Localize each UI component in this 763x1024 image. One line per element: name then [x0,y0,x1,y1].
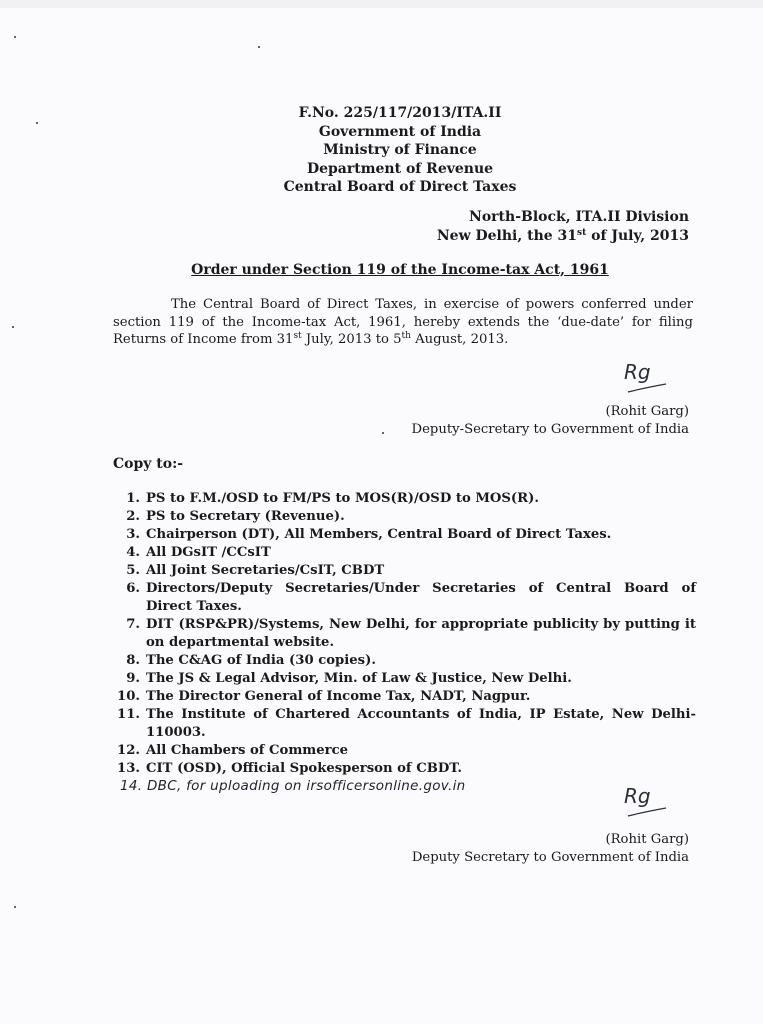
copy-item-text: PS to Secretary (Revenue). [146,509,345,524]
copy-list-item [112,616,696,652]
copy-item-text: CIT (OSD), Official Spokesperson of CBDT. [146,761,462,776]
signature-stroke [626,798,670,822]
file-number: F.No. 225/117/2013/ITA.II [298,105,502,121]
copy-list-item [112,490,696,508]
order-title: Order under Section 119 of the Income-tax Act, 1961 [191,262,609,278]
copy-list-item [112,688,696,706]
signature-initials: Rg [624,360,651,384]
copy-item-text: All Joint Secretaries/CsIT, CBDT [146,563,385,578]
letterhead [0,104,763,197]
scan-speck [12,326,14,328]
copy-item-text: All Chambers of Commerce [146,743,349,758]
copy-item-number: 12. [117,743,140,758]
copy-item-number: 4. [126,545,140,560]
signature-initials: Rg [624,784,651,808]
copy-item-text: All DGsIT /CCsIT [146,545,271,560]
copy-list-item [112,760,696,778]
copy-item-text: The C&AG of India (30 copies). [146,653,376,668]
copy-list-item [112,508,696,526]
copy-to-list [112,490,696,778]
copy-item-text: The JS & Legal Advisor, Min. of Law & Justice, New Delhi. [146,671,572,686]
copy-list-item [112,742,696,760]
copy-to-label: Copy to:- [113,456,184,472]
department-name: Department of Revenue [306,160,494,177]
scan-speck [14,36,16,38]
board-name: Central Board of Direct Taxes [283,179,517,195]
copy-list-item [112,544,696,562]
copy-item-number: 10. [117,689,140,704]
office-name: North-Block, ITA.II Division [469,209,689,225]
signatory-designation: Deputy Secretary to Government of India [411,850,689,865]
copy-item-number: 3. [126,527,140,542]
copy-item-number: 9. [126,671,140,686]
copy-item-number: 6. [126,581,140,596]
scan-speck [382,432,384,434]
signature-block-2 [412,831,689,867]
copy-item-number: 13. [117,761,140,776]
scan-speck [14,906,16,908]
copy-list-item [112,562,696,580]
copy-list-item [112,670,696,688]
copy-item-number: 5. [126,563,140,578]
copy-item-text: PS to F.M./OSD to FM/PS to MOS(R)/OSD to MOS(R). [146,491,539,506]
copy-item-text: DIT (RSP&PR)/Systems, New Delhi, for appropriate publicity by putting it on departmental website. [146,617,696,650]
signature-block-1 [412,403,689,439]
copy-list-item [112,706,696,742]
order-body: The Central Board of Direct Taxes, in exercise of powers conferred under section 119 of the Income-tax Act, 1961, hereby extends the ‘due-date’ for filing Returns of Income from 31st July, 2013 to 5th August, 2013. [113,297,693,347]
copy-item-number: 7. [126,617,140,632]
copy-list-item [112,580,696,616]
city-date: New Delhi, the 31st of July, 2013 [436,228,689,244]
signatory-designation: Deputy-Secretary to Government of India [411,422,689,437]
signatory-name: (Rohit Garg) [605,832,689,847]
signatory-name: (Rohit Garg) [605,404,689,419]
copy-list-item [112,526,696,544]
copy-item-number: 11. [117,707,140,722]
government-name: Government of India [318,123,482,140]
scan-top-edge [0,0,763,8]
copy-list-item [112,652,696,670]
place-date-block [437,208,689,246]
copy-item-number: 8. [126,653,140,668]
ministry-name: Ministry of Finance [323,142,477,158]
copy-item-text: Chairperson (DT), All Members, Central Board of Direct Taxes. [146,527,612,542]
copy-item-text: Directors/Deputy Secretaries/Under Secretaries of Central Board of Direct Taxes. [146,581,696,614]
signature-stroke [626,372,670,398]
copy-item-text: The Director General of Income Tax, NADT, Nagpur. [146,689,531,704]
scan-speck [258,46,260,48]
handwritten-note: 14. DBC, for uploading on irsofficersonline.gov.in [120,778,466,794]
copy-item-text: The Institute of Chartered Accountants of India, IP Estate, New Delhi-110003. [146,707,696,740]
copy-item-number: 1. [126,491,140,506]
copy-item-number: 2. [126,509,140,524]
